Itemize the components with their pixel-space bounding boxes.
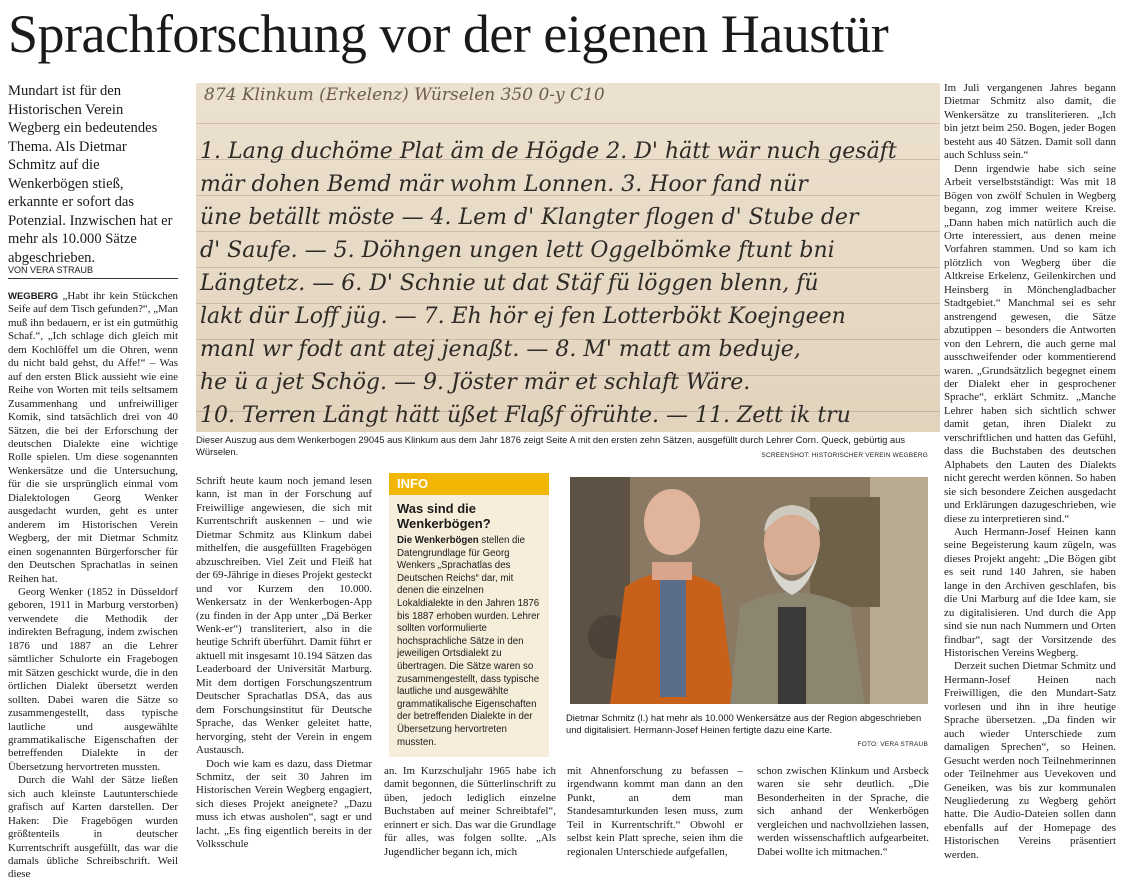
paragraph: schon zwischen Klinkum und Arsbeck waren sie sehr deutlich. „Die Besonderheiten in der Sprache, die sich anhand der Wenkerbögen vergleichen und nachvollziehen lassen, werden wissenschaftlich aufgearbeitet. Dabei wollte ich mitmachen.“	[757, 765, 929, 858]
script-line: d' Saufe. — 5. Döhngen ungen lett Oggelbömke ftunt bni	[200, 238, 835, 263]
script-line: mär dohen Bemd mär wohm Lonnen. 3. Hoor fand nür	[200, 172, 808, 197]
paragraph: Auch Hermann-Josef Heinen kann seine Begeisterung kaum zügeln, was dieses Projekt angeht: „Die Bögen gibt es seit rund 140 Jahren, sie haben lange in den Archiven geschlafen, bis die Uni Marburg auf die Idee kam, sie zu digitalisieren. Und durch die App sind sie nun nach Nummern und Orten findbar“, sagt der Vorsitzende des Historischen Vereins Wegberg.	[944, 525, 1116, 660]
info-box	[389, 473, 549, 757]
article-column-6	[944, 82, 1116, 862]
scan-header-text: 874 Klinkum (Erkelenz) Würselen 350 0-y C10	[204, 85, 605, 105]
paragraph: Schrift heute kaum noch jemand lesen kann, ist man in der Forschung auf Freiwillige angewiesen, die sich mit Kurrentschrift auskennen – und wie Dietmar Schmitz aus Klinkum dabei mithelfen, die ausgefüllten Fragebögen abzuschreiben. Viel Zeit und Fleiß hat der 69-Jährige in dieses Projekt gesteckt und vor Kurzem den 10.000. Wenkersatz in der Wenkerbogen-App (zu finden in der App unter „Dä Berker Wenk-er“) transliteriert, also in die heutige Schrift überführt. Damit führt er aktuell mit insgesamt 10.194 Sätzen das Leaderboard der Universität Marburg. Mit dem dortigen Forschungszentrum Deutscher Sprachatlas DSA, das aus dem Forschungsinstitut für Deutsche Sprache, das Wenker geleitet hatte, hervorging, steht der Verein in engem Austausch.	[196, 475, 372, 757]
article-column-2	[196, 475, 372, 852]
paragraph: „Habt ihr kein Stückchen Seife auf dem Tisch gefunden?“, „Man muß ihn bedauern, er ist ein gutmüthig Schaf.“, „Ich schlage dich gleich mit dem Kochlöffel um die Ohren, wenn du nicht bald gehst, du Affe!“ – Was auf den ersten Blick aussieht wie eine Reihe von Worten mit teils seltsamem Zusammenhang und unfreiwilliger Komik, sind tatsächlich drei von 40 Sätzen, die bei der Erforschung der deutschen Dialekte eine wichtige Rolle spielen. Um diese sogenannten Wenkersätze und die Untersuchung, für die sie ursprünglich einmal vom Dialektologen Georg Wenker ausgedacht wurden, geht es unter anderem im Historischen Verein Wegberg, der mit Dietmar Schmitz einen sogenannten Bürgerforscher für den Deutschen Sprachatlas in seinen Reihen hat.	[8, 290, 178, 585]
script-line: Längtetz. — 6. D' Schnie ut dat Stäf fü löggen blenn, fü	[200, 271, 819, 296]
photo1-credit: SCREENSHOT: HISTORISCHER VEREIN WEGBERG	[761, 452, 928, 459]
paragraph: mit Ahnenforschung zu befassen – irgendwann kommt man dann an den Punkt, an dem man Standesamturkunden lesen muss, zum Teil in Kurrentschrift.“ Obwohl er selbst kein Platt spreche, seien ihm die regionalen Unterschiede aufgefallen,	[567, 765, 743, 858]
article-column-3	[384, 765, 556, 859]
paragraph: Doch wie kam es dazu, dass Dietmar Schmitz, der seit 30 Jahren im Historischen Verein Wegberg engagiert, sich dieses Projekt aneignete? „Dazu muss ich etwas ausholen“, sagt er und lacht. „Es fing eigentlich bereits in der Volksschule	[196, 757, 372, 851]
info-label: INFO	[389, 473, 549, 495]
paragraph: Derzeit suchen Dietmar Schmitz und Hermann-Josef Heinen nach Freiwilligen, die den Mundart-Satz vorlesen und ihn in ihre heutige Sprache übersetzen. „Da finden wir auch wieder Unterschiede zum damaligen Sprechen“, so Heinen. Gesucht werden noch Teilnehmerinnen oder Teilnehmer aus Uevekoven und Geneiken, was bis zur kommunalen Neugliederung zu Wegberg gehört hatte. Die Audio-Dateien sollen dann ebenfalls auf der Homepage des Historischen Vereins präsentiert werden.	[944, 660, 1116, 861]
info-lead-bold: Die Wenkerbögen	[397, 535, 479, 546]
script-line: üne betällt möste — 4. Lem d' Klangter flogen d' Stube der	[200, 205, 859, 230]
script-line: 10. Terren Längt hätt üßet Flaßf öfrühte. — 11. Zett ik tru	[200, 403, 851, 428]
paragraph: Denn irgendwie habe sich seine Arbeit verselbstständigt: Was mit 18 Bögen von zwölf Schulen in Wegberg begann, zog immer weitere Kreise. „Dann haben mich natürlich auch die Orte interessiert, aus denen meine Vorfahren stammen. Und so kam ich plötzlich von Wegberg über die Altkreise Erkelenz, Geilenkirchen und Heinsberg in Mönchengladbacher Stadtgebiet.“ Manchmal sei es sehr anstrengend gewesen, die Sätze abzutippen – besonders die Antworten von den Lehrern, die auch gerne mal ausschweifender oder kommentierend waren. „Grundsätzlich begegnet einem der Dialekt eher in gesprochener Sprache“, erklärt Schmitz. „Manche Lehrer haben sich sichtlich schwer damit getan, ihren Dialekt zu verschriftlichen und hatten das Gefühl, dass die Buchstaben des deutschen Alphabets den Lauten des Dialekts nicht gerecht werden können. So haben sie sich besondere Zeichen ausgedacht und Erklärungen dazugeschrieben, wie diese zu interpretieren sind.“	[944, 162, 1116, 525]
info-title: Was sind die Wenkerbögen?	[397, 501, 491, 531]
article-column-4	[567, 765, 743, 859]
paragraph: Durch die Wahl der Sätze ließen sich auch kleinste Lautunterschiede grafisch auf Karten darstellen. Der Haken: Die Fragebögen wurden größtenteils in deutscher Kurrentschrift ausgefüllt, das war die damals übliche Schreibschrift. Weil diese	[8, 774, 178, 881]
info-text: stellen die Datengrundlage für Georg Wenkers „Sprachatlas des Deutschen Reichs“ dar, mit denen die einzelnen Lokaldialekte in den Jahren 1876 bis 1887 erhoben wurden. Lehrer sollten vorformulierte hochsprachliche Sätze in den jeweiligen Ortsdialekt zu übertragen. Die Sätze waren so zusammengestellt, dass typische lautliche und ausgewählte grammatikalische Eigenschaften der betreffenden Dialekte in der Übersetzung hervortreten mussten.	[397, 535, 540, 748]
wenkerbogen-scan-image	[196, 83, 940, 432]
lead-paragraph: Mundart ist für den Historischen Verein Wegberg ein bedeutendes Thema. Als Dietmar Schmitz auf die Wenkerbögen stieß, erkannte er sofort das Potenzial. Inzwischen hat er mehr als 10.000 Sätze abgeschrieben.	[8, 83, 173, 266]
photo2-credit: FOTO: VERA STRAUB	[857, 741, 928, 748]
info-body	[389, 535, 549, 749]
photo1-caption: Dieser Auszug aus dem Wenkerbogen 29045 aus Klinkum aus dem Jahr 1876 zeigt Seite A mit den ersten zehn Sätzen, ausgefüllt durch Lehrer Corn. Queck, gebürtig aus Würselen.	[196, 434, 906, 457]
script-line: 1. Lang duchöme Plat äm de Högde 2. D' hätt wär nuch gesäft	[200, 139, 897, 164]
photo2-caption: Dietmar Schmitz (l.) hat mehr als 10.000 Wenkersätze aus der Region abgeschrieben und digitalisiert. Hermann-Josef Heinen fertigte dazu eine Karte.	[566, 712, 922, 735]
paragraph: an. Im Kurzschuljahr 1965 habe ich damit begonnen, die Sütterlinschrift zu üben, jedoch lediglich einzelne Buchstaben auf meiner Schreibtafel“, erinnert er sich. Das war die Grundlage für alles, was folgen sollte. „Als Jugendlicher begann ich, mich	[384, 765, 556, 858]
headline: Sprachforschung vor der eigenen Haustür	[8, 4, 889, 64]
portrait-illustration	[570, 477, 928, 704]
script-line: manl wr fodt ant atej jenaßt. — 8. M' matt am beduje,	[200, 337, 801, 362]
dateline: WEGBERG	[8, 291, 59, 302]
byline: VON VERA STRAUB	[8, 265, 178, 279]
article-column-1	[8, 290, 178, 882]
paragraph: Georg Wenker (1852 in Düsseldorf geboren, 1911 in Marburg verstorben) verwendete die Methodik der indirekten Befragung, indem zwischen 1876 und 1887 an die Lehrer sämtlicher Schulorte ein Fragebogen mit Sätzen geschickt wurde, die in den örtlichen Dialekt übersetzt werden sollten. Dabei waren die Sätze so zusammengestellt, dass typische lautliche und ausgewählte grammatikalische Eigenschaften der betreffenden Dialekte in der Übersetzung hervortreten mussten.	[8, 585, 178, 773]
paragraph: Im Juli vergangenen Jahres begann Dietmar Schmitz also damit, die Wenkersätze zu transliterieren. „Ich bin jetzt beim 250. Bogen, jeder Bogen besteht aus 40 Sätzen. Damit soll dann auch Schluss sein.“	[944, 82, 1116, 162]
portrait-photo	[570, 477, 928, 704]
script-line: lakt dür Loff jüg. — 7. Eh hör ej fen Lotterbökt Koejngeen	[200, 304, 846, 329]
article-column-5	[757, 765, 929, 859]
script-line: he ü a jet Schög. — 9. Jöster mär et schlaft Wäre.	[200, 370, 751, 395]
